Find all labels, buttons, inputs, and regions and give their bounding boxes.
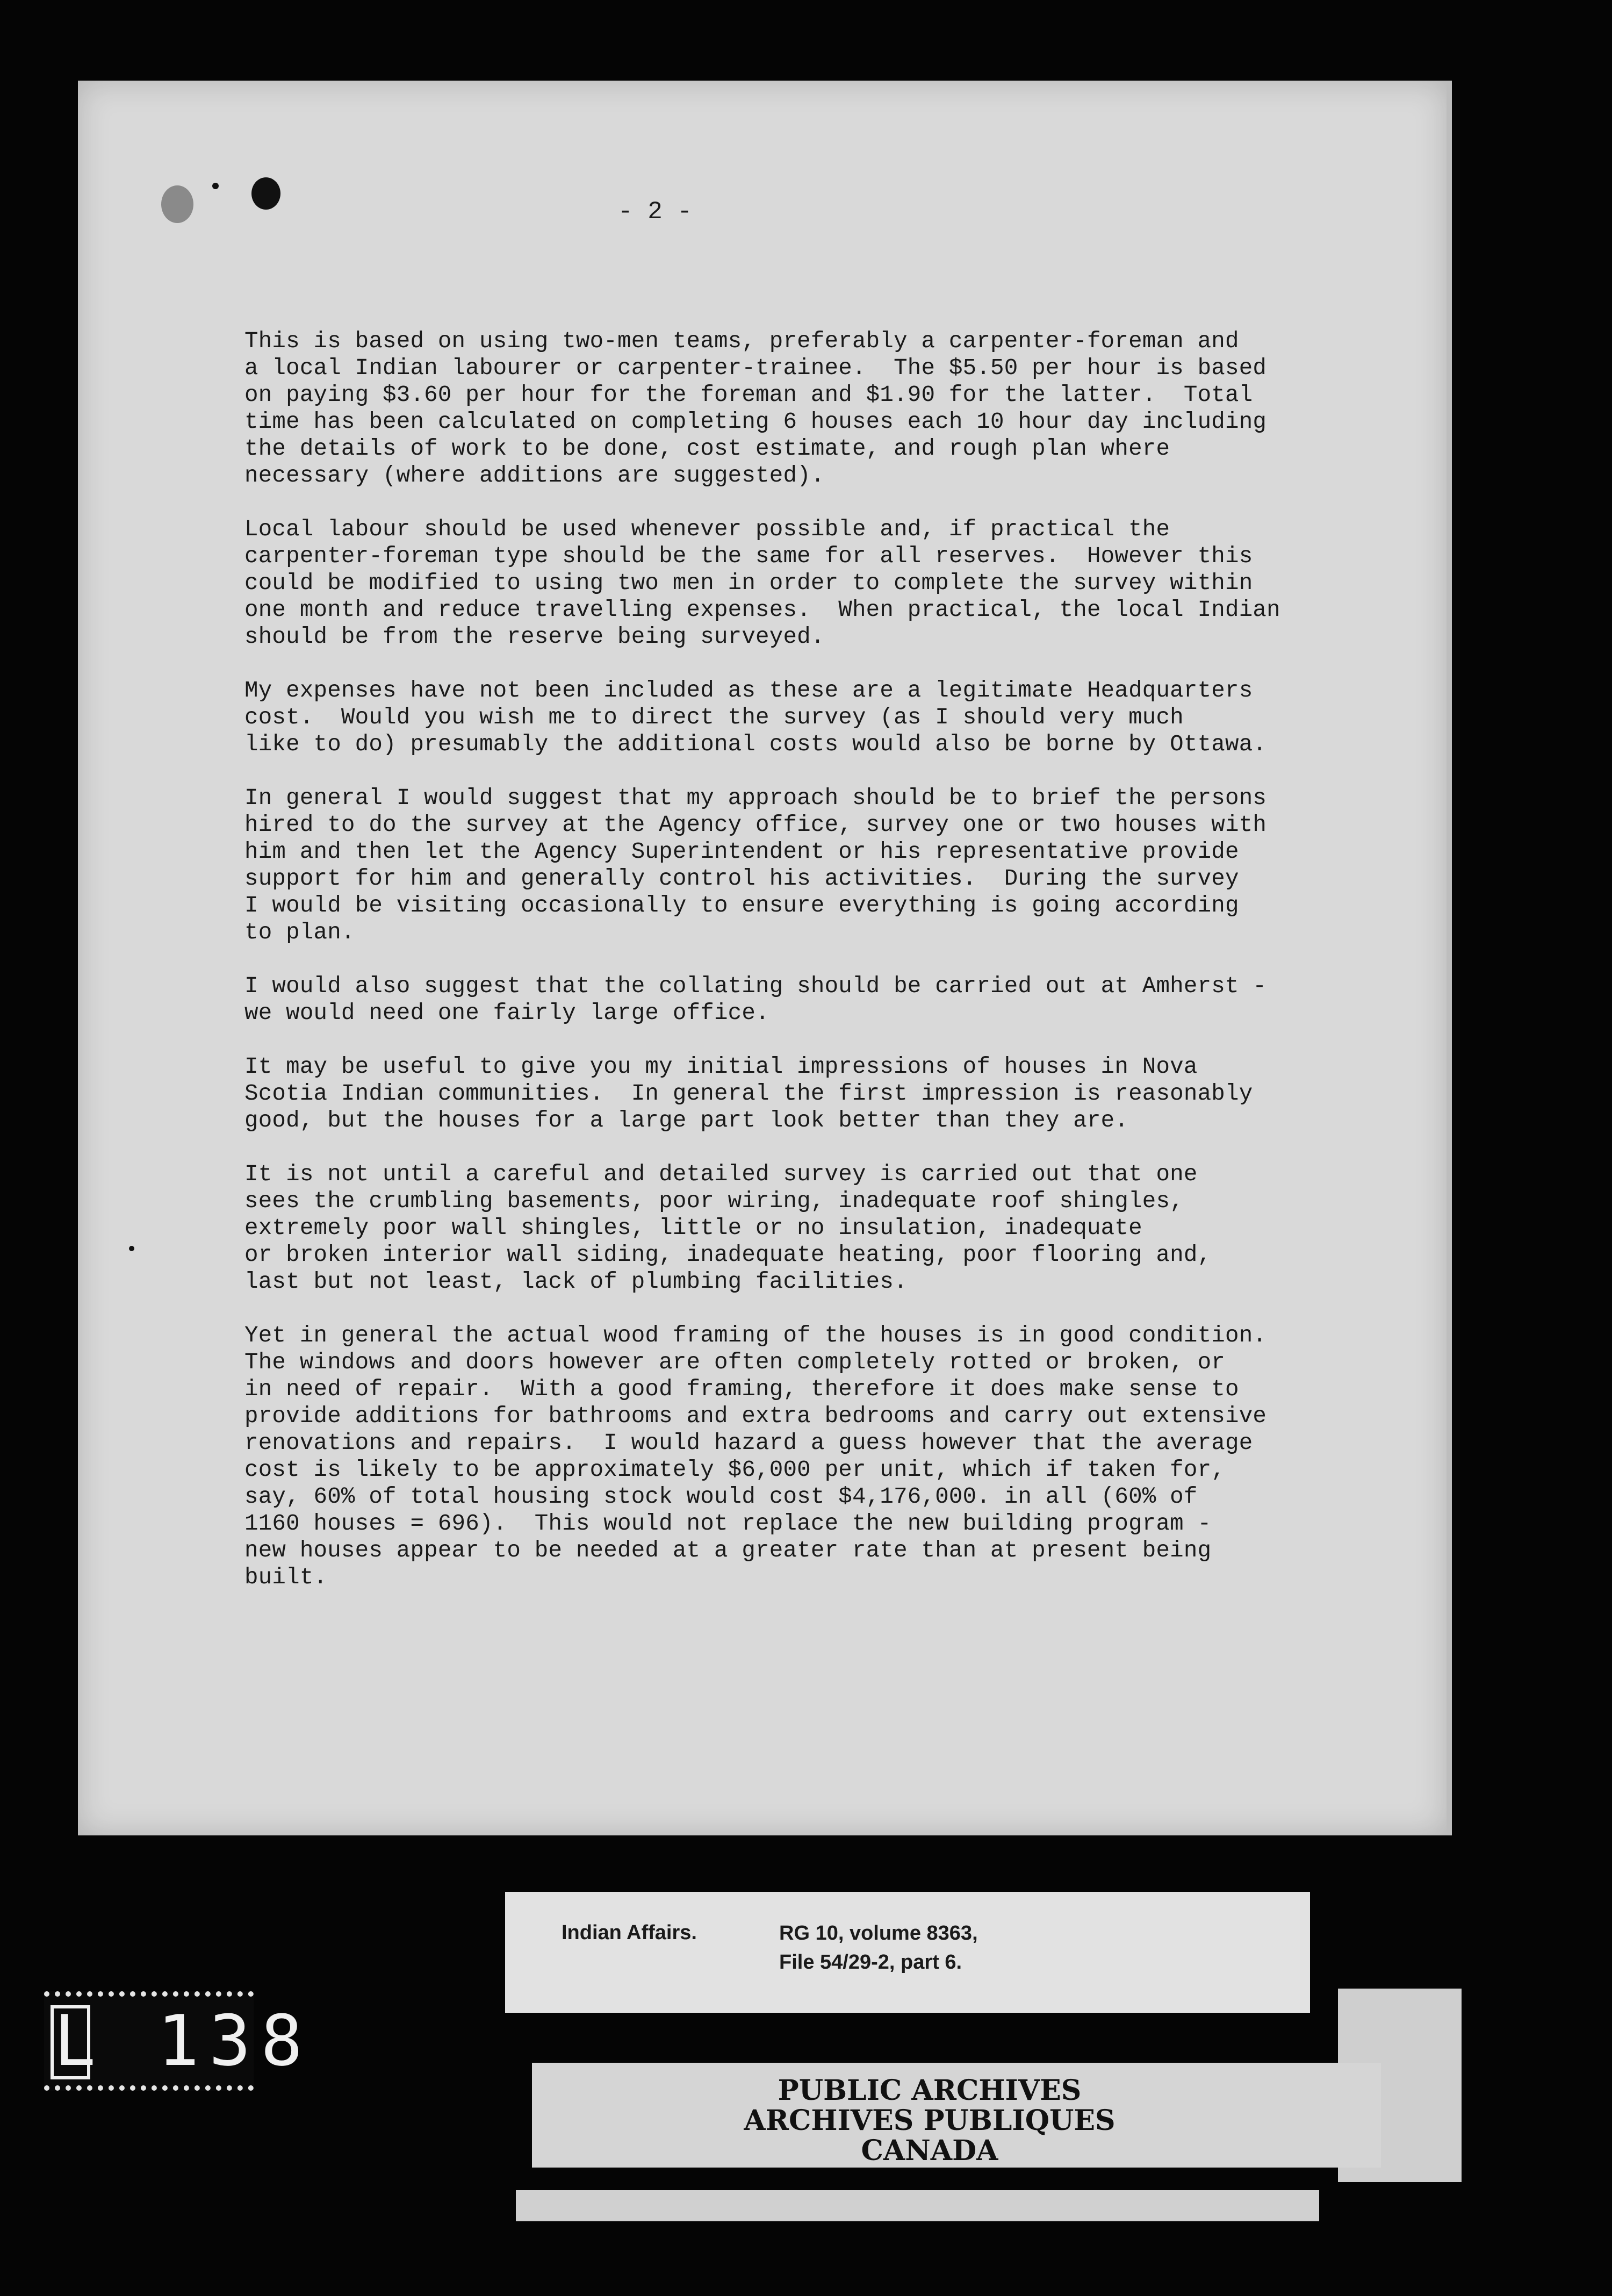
frame-counter-text: L 138 [54,2000,313,2082]
text-line: extremely poor wall shingles, little or no insulation, inadequate [244,1215,1142,1241]
text-line: we would need one fairly large office. [244,1000,769,1026]
text-line: 1160 houses = 696). This would not replace the new building program - [244,1511,1212,1537]
text-line: cost. Would you wish me to direct the survey (as I should very much [244,705,1184,730]
text-line: on paying $3.60 per hour for the foreman and $1.90 for the latter. Total [244,382,1253,408]
archive-reference-label [505,1892,1310,2013]
text-line: or broken interior wall siding, inadequate heating, poor flooring and, [244,1242,1212,1268]
text-line: It is not until a careful and detailed survey is carried out that one [244,1161,1198,1187]
text-line: could be modified to using two men in order to complete the survey within [244,570,1253,596]
archives-stamp [661,2076,1198,2166]
archives-stamp-line: PUBLIC ARCHIVES [778,2074,1082,2107]
paragraph [244,1053,1319,1134]
text-line: It may be useful to give you my initial impressions of houses in Nova [244,1054,1198,1080]
archives-stamp-line: ARCHIVES PUBLIQUES [744,2104,1116,2137]
text-line: say, 60% of total housing stock would cost $4,176,000. in all (60% of [244,1484,1198,1510]
text-line: hired to do the survey at the Agency office, survey one or two houses with [244,812,1267,838]
smudge-dot [129,1246,134,1251]
paragraph [244,785,1319,946]
text-line: cost is likely to be approximately $6,000 per unit, which if taken for, [244,1457,1225,1483]
text-line: good, but the houses for a large part look better than they are. [244,1108,1129,1133]
text-line: time has been calculated on completing 6 houses each 10 hour day including [244,409,1267,435]
text-line: the details of work to be done, cost estimate, and rough plan where [244,436,1170,462]
reference-line: RG 10, volume 8363, [779,1922,978,1945]
page-number: - 2 - [618,198,693,226]
text-line: I would also suggest that the collating should be carried out at Amherst - [244,973,1267,999]
text-line: In general I would suggest that my approach should be to brief the persons [244,785,1267,811]
text-line: necessary (where additions are suggested). [244,463,825,489]
page-edge [1447,81,1452,1835]
archives-stamp-line: CANADA [861,2134,998,2167]
paragraph [244,1322,1319,1591]
text-line: like to do) presumably the additional costs would also be borne by Ottawa. [244,731,1267,757]
paragraph [244,1161,1319,1295]
paragraph [244,677,1319,758]
text-line: should be from the reserve being surveyed. [244,624,825,650]
text-line: a local Indian labourer or carpenter-trainee. The $5.50 per hour is based [244,355,1267,381]
text-line: in need of repair. With a good framing, therefore it does make sense to [244,1376,1239,1402]
hole-punch-mark [251,177,280,210]
microfilm-frame-counter [44,1991,313,2091]
text-line: built. [244,1565,328,1590]
archives-card-bottom [516,2190,1319,2221]
paragraph [244,516,1319,650]
text-line: new houses appear to be needed at a greater rate than at present being [244,1538,1212,1563]
smudge-dot [212,183,219,189]
paragraph [244,328,1319,489]
text-line: to plan. [244,920,355,945]
smudge-mark [161,185,193,223]
paragraph [244,973,1319,1027]
archive-reference [779,1919,978,1977]
text-line: sees the crumbling basements, poor wiring, inadequate roof shingles, [244,1188,1184,1214]
text-line: Scotia Indian communities. In general the first impression is reasonably [244,1081,1253,1107]
department-label: Indian Affairs. [562,1921,697,1944]
text-line: carpenter-foreman type should be the same for all reserves. However this [244,543,1253,569]
text-line: support for him and generally control his activities. During the survey [244,866,1239,892]
document-body [244,328,1319,1618]
text-line: one month and reduce travelling expenses. When practical, the local Indian [244,597,1280,623]
text-line: Yet in general the actual wood framing of the houses is in good condition. [244,1323,1267,1348]
reference-line: File 54/29-2, part 6. [779,1951,962,1974]
text-line: him and then let the Agency Superintendent or his representative provide [244,839,1239,865]
text-line: last but not least, lack of plumbing facilities. [244,1269,908,1295]
text-line: provide additions for bathrooms and extra bedrooms and carry out extensive [244,1403,1267,1429]
text-line: Local labour should be used whenever possible and, if practical the [244,516,1170,542]
text-line: renovations and repairs. I would hazard a guess however that the average [244,1430,1253,1456]
text-line: I would be visiting occasionally to ensure everything is going according [244,893,1239,919]
text-line: The windows and doors however are often completely rotted or broken, or [244,1350,1225,1375]
text-line: This is based on using two-men teams, preferably a carpenter-foreman and [244,328,1239,354]
text-line: My expenses have not been included as these are a legitimate Headquarters [244,678,1253,704]
